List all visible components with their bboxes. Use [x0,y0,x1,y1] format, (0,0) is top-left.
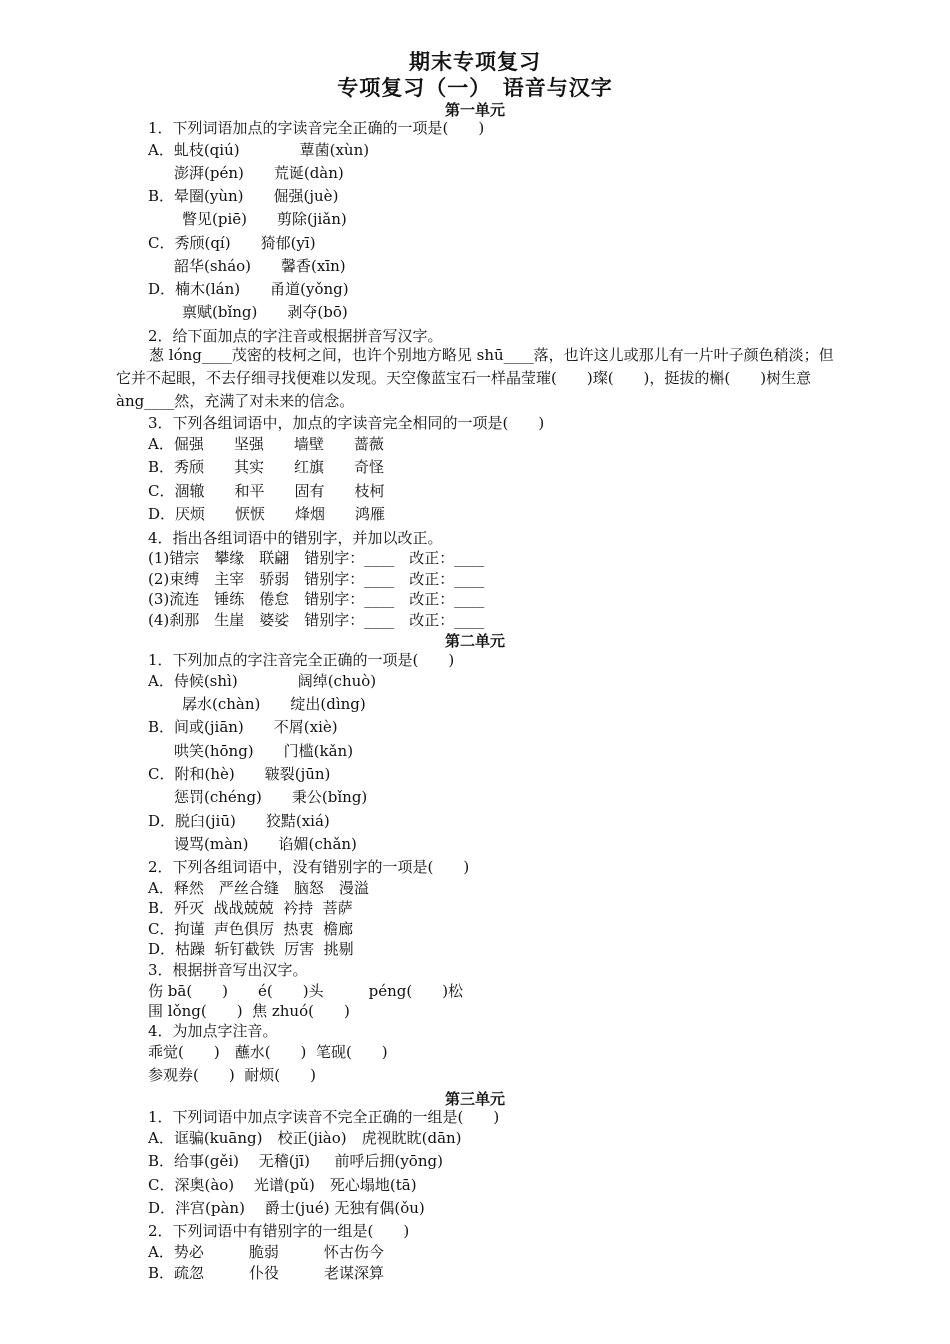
question-line: 1．下列词语加点的字读音完全正确的一项是( ) [148,119,485,137]
question-line: 3．下列各组词语中，加点的字读音完全相同的一项是( ) [148,414,545,432]
page-title: 期末专项复习 [409,49,541,74]
option-line: D．枯躁 斩钉截铁 厉害 挑剔 [148,940,354,958]
question-line: 4．指出各组词语中的错别字，并加以改正。 [148,529,443,547]
unit-heading: 第三单元 [444,1090,505,1108]
question-line: 1．下列加点的字注音完全正确的一项是( ) [148,651,455,669]
option-line: C．拘谨 声色俱厉 热衷 檐廊 [148,920,354,938]
option-line: A．倔强 坚强 墙壁 蔷薇 [148,435,384,453]
option-line: B．疏忽 仆役 老谋深算 [148,1264,385,1282]
option-line: A．势必 脆弱 怀古伤今 [148,1243,384,1261]
option-line: 哄笑(hōng) 门槛(kǎn) [174,742,354,760]
fill-line: 参观券( ) 耐烦( ) [148,1066,316,1084]
fill-line: 乖觉( ) 蘸水( ) 笔砚( ) [148,1043,388,1061]
question-line: 2．下列词语中有错别字的一组是( ) [148,1222,410,1240]
option-line: B．歼灭 战战兢兢 衿持 菩萨 [148,899,353,917]
option-line: D．泮宫(pàn) 爵士(jué) 无独有偶(ǒu) [148,1199,425,1217]
correction-line: (3)流连 锤练 倦怠 错别字：____ 改正：____ [148,590,485,608]
option-line: B．晕圈(yùn) 倔强(juè) [148,187,339,205]
unit-heading: 第二单元 [444,632,505,650]
correction-line: (4)刹那 生崖 婆娑 错别字：____ 改正：____ [148,611,485,629]
option-line: 谩骂(màn) 谄媚(chǎn) [174,835,357,853]
option-line: C．深奥(ào) 光谱(pǔ) 死心塌地(tā) [148,1176,417,1194]
question-line: 2．给下面加点的字注音或根据拼音写汉字。 [148,327,443,345]
correction-line: (2)束缚 主宰 骄弱 错别字：____ 改正：____ [148,570,485,588]
question-paragraph: 葱 lóng____茂密的枝柯之间，也许个别地方略见 shū____落，也许这儿或那儿有一片叶子颜色稍淡；但它并不起眼，不去仔细寻找便难以发现。天空像蓝宝石一样晶莹璀( )璨( )，挺拔的槲( )树生意 àng____然，充满了对未来的信念。 [116,346,834,410]
option-line: B．给事(gěi) 无稽(jī) 前呼后拥(yōng) [148,1152,443,1170]
option-line: B．间或(jiān) 不屑(xiè) [148,718,338,736]
option-line: B．秀颀 其实 红旗 奇怪 [148,458,385,476]
option-line: A．诓骗(kuāng) 校正(jiào) 虎视眈眈(dān) [148,1129,462,1147]
option-line: C．秀颀(qí) 猗郁(yī) [148,234,316,252]
option-line: 瞥见(piē) 剪除(jiǎn) [182,210,347,228]
option-line: C．涸辙 和平 固有 枝柯 [148,482,385,500]
option-line: A．虬枝(qiú) 蕈菌(xùn) [148,141,370,159]
option-line: 禀赋(bǐng) 剥夺(bō) [182,303,348,321]
option-line: 孱水(chàn) 绽出(dìng) [182,695,366,713]
option-line: D．厌烦 恹恹 烽烟 鸿雁 [148,505,386,523]
option-line: D．脱臼(jiū) 狡黠(xiá) [148,812,330,830]
option-line: 韶华(sháo) 馨香(xīn) [174,257,346,275]
option-line: C．附和(hè) 皲裂(jūn) [148,765,331,783]
question-line: 4．为加点字注音。 [148,1022,278,1040]
unit-heading: 第一单元 [444,101,505,119]
fill-line: 围 lǒng( ) 焦 zhuó( ) [148,1002,350,1020]
question-line: 2．下列各组词语中，没有错别字的一项是( ) [148,858,470,876]
option-line: D．楠木(lán) 甬道(yǒng) [148,280,349,298]
option-line: A．释然 严丝合缝 脑怒 漫溢 [148,879,369,897]
option-line: 澎湃(pén) 荒诞(dàn) [174,164,344,182]
fill-line: 伤 bā( ) é( )头 péng( )松 [148,982,464,1000]
option-line: A．侍候(shì) 阔绰(chuò) [148,672,377,690]
question-line: 3．根据拼音写出汉字。 [148,961,308,979]
page-subtitle: 专项复习（一） 语音与汉字 [337,75,613,100]
correction-line: (1)错宗 攀缘 联翩 错别字：____ 改正：____ [148,549,485,567]
question-line: 1．下列词语中加点字读音不完全正确的一组是( ) [148,1108,500,1126]
option-line: 惩罚(chéng) 秉公(bǐng) [174,788,368,806]
